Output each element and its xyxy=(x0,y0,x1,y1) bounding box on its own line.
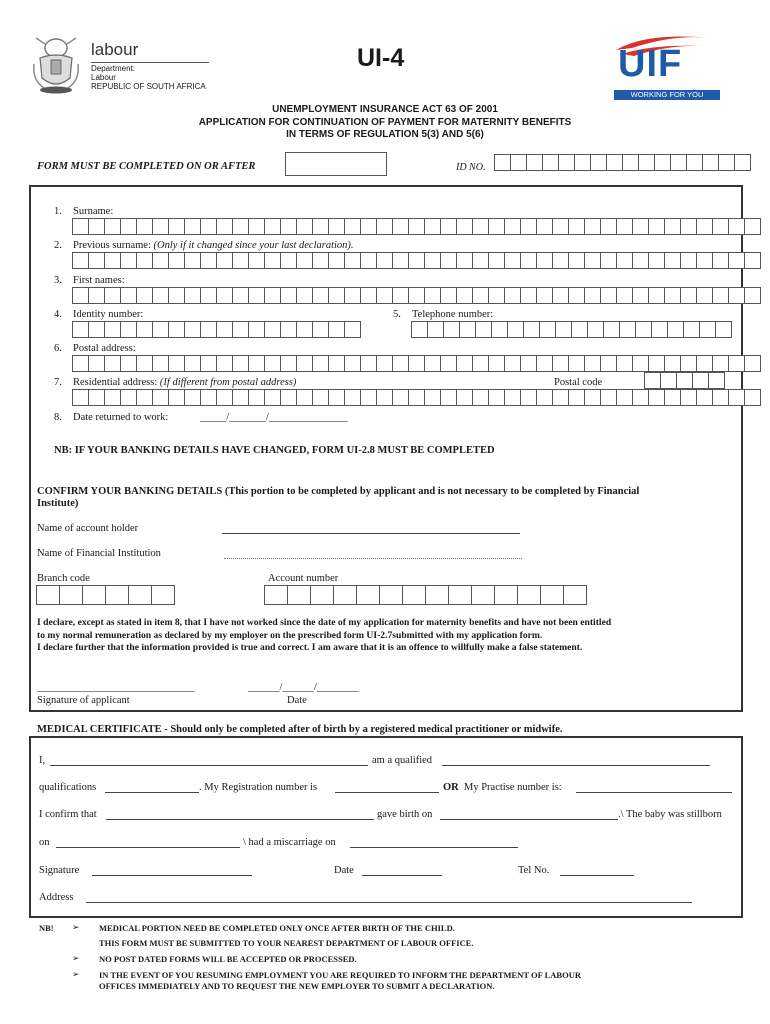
account-number-boxes[interactable] xyxy=(264,585,586,605)
note-4-line-2: OFFICES IMMEDIATELY AND TO REQUEST THE NEW EMPLOYER TO SUBMIT A DECLARATION. xyxy=(99,981,495,991)
previous-surname-boxes[interactable] xyxy=(72,252,760,269)
registration-number-line[interactable] xyxy=(335,792,439,793)
med-l3-confirm: I confirm that xyxy=(39,809,97,820)
declaration-line-1: I declare, except as stated in item 8, that I have not worked since the date of my application for maternity benefits and have not been entitled xyxy=(37,617,612,628)
note-2: THIS FORM MUST BE SUBMITTED TO YOUR NEAREST DEPARTMENT OF LABOUR OFFICE. xyxy=(99,938,474,948)
account-holder-label: Name of account holder xyxy=(37,523,139,534)
department-line-3: REPUBLIC OF SOUTH AFRICA xyxy=(91,82,206,91)
department-rule xyxy=(91,62,209,63)
note-1: MEDICAL PORTION NEED BE COMPLETED ONLY ONCE AFTER BIRTH OF THE CHILD. xyxy=(99,923,455,933)
postal-address-boxes[interactable] xyxy=(72,355,760,372)
branch-code-boxes[interactable] xyxy=(36,585,174,605)
first-names-label: First names: xyxy=(73,275,125,286)
field-7-number: 7. xyxy=(54,377,62,388)
telephone-number-boxes[interactable] xyxy=(411,321,731,338)
account-number-label: Account number xyxy=(268,573,339,584)
previous-surname-label xyxy=(73,240,354,251)
act-title: UNEMPLOYMENT INSURANCE ACT 63 OF 2001 xyxy=(272,104,498,115)
surname-label: Surname: xyxy=(73,206,114,217)
id-no-label: ID NO. xyxy=(456,162,486,173)
first-names-boxes[interactable] xyxy=(72,287,760,304)
form-title-line-1: APPLICATION FOR CONTINUATION OF PAYMENT FOR MATERNITY BENEFITS xyxy=(198,117,572,128)
nb-banking-notice: NB: IF YOUR BANKING DETAILS HAVE CHANGED, FORM UI-2.8 MUST BE COMPLETED xyxy=(54,445,495,456)
med-signature-label: Signature xyxy=(39,865,80,876)
field-5-number: 5. xyxy=(393,309,401,320)
completed-after-label: FORM MUST BE COMPLETED ON OR AFTER xyxy=(37,161,256,172)
residential-address-text: Residential address: xyxy=(73,377,160,388)
med-date-label: Date xyxy=(334,865,354,876)
mother-name-line[interactable] xyxy=(106,819,374,820)
med-address-line[interactable] xyxy=(86,902,692,903)
practise-number-line[interactable] xyxy=(576,792,732,793)
identity-number-boxes[interactable] xyxy=(72,321,360,338)
applicant-date-blank[interactable]: ______/______/________ xyxy=(248,682,359,693)
residential-address-note: (If different from postal address) xyxy=(159,377,297,388)
residential-address-boxes[interactable] xyxy=(72,389,760,406)
department-line-2: Labour xyxy=(91,73,116,82)
financial-institution-line[interactable] xyxy=(224,558,522,559)
med-address-label: Address xyxy=(39,892,74,903)
postal-address-label: Postal address: xyxy=(73,343,136,354)
coat-of-arms-logo xyxy=(30,34,82,96)
surname-boxes[interactable] xyxy=(72,218,760,235)
qualifications-line[interactable] xyxy=(105,792,199,793)
med-l3-stillborn: .\ The baby was stillborn xyxy=(618,809,722,820)
field-3-number: 3. xyxy=(54,275,62,286)
date-returned-blank[interactable]: _____/_______/_______________ xyxy=(200,412,348,423)
note-4-line-1: IN THE EVENT OF YOU RESUMING EMPLOYMENT YOU ARE REQUIRED TO INFORM THE DEPARTMENT OF LABOUR xyxy=(99,970,581,980)
med-l4-miscarriage: \ had a miscarriage on xyxy=(243,837,336,848)
med-l2-qualifications: qualifications xyxy=(39,782,97,793)
note-3-bullet: ➢ xyxy=(72,953,80,963)
telephone-number-label: Telephone number: xyxy=(412,309,494,320)
note-1-bullet: ➢ xyxy=(72,922,80,932)
declaration-line-3: I declare further that the information provided is true and correct. I am aware that it is an offence to willfully make a false statement. xyxy=(37,642,583,653)
field-1-number: 1. xyxy=(54,206,62,217)
banking-heading-line-2: Institute) xyxy=(37,498,79,509)
department-name: labour xyxy=(91,40,139,59)
field-2-number: 2. xyxy=(54,240,62,251)
postal-code-boxes[interactable] xyxy=(644,372,724,389)
medical-certificate-heading: MEDICAL CERTIFICATE - Should only be completed after of birth by a registered medical practitioner or midwife. xyxy=(37,724,563,735)
birth-date-line[interactable] xyxy=(440,819,618,820)
med-l2-or: OR xyxy=(443,782,459,793)
declaration-line-2: to my normal remuneration as declared by my employer on the prescribed form UI-2.7submitted with my application form. xyxy=(37,630,543,641)
branch-code-label: Branch code xyxy=(37,573,90,584)
stillborn-date-line[interactable] xyxy=(56,847,240,848)
identity-number-label: Identity number: xyxy=(73,309,144,320)
med-l2-registration: . My Registration number is xyxy=(199,782,318,793)
form-code: UI-4 xyxy=(357,44,405,72)
previous-surname-text: Previous surname: xyxy=(73,240,154,251)
id-no-boxes[interactable] xyxy=(494,154,750,171)
completed-after-box[interactable] xyxy=(285,152,387,176)
uif-tagline: WORKING FOR YOU xyxy=(630,90,704,99)
qualification-type-line[interactable] xyxy=(442,765,710,766)
notes-nb: NB! xyxy=(39,923,54,933)
uif-wordmark: UIF xyxy=(618,43,683,85)
note-4-bullet: ➢ xyxy=(72,969,80,979)
form-title-line-2: IN TERMS OF REGULATION 5(3) AND 5(6) xyxy=(286,129,484,140)
med-l1-qualified: am a qualified xyxy=(372,755,433,766)
miscarriage-date-line[interactable] xyxy=(350,847,518,848)
med-tel-label: Tel No. xyxy=(518,865,550,876)
signature-applicant-label: Signature of applicant xyxy=(37,695,130,706)
med-tel-line[interactable] xyxy=(560,875,634,876)
residential-address-label xyxy=(73,377,296,388)
previous-surname-note: (Only if it changed since your last declaration). xyxy=(153,240,354,251)
med-signature-line[interactable] xyxy=(92,875,252,876)
med-l4-on: on xyxy=(39,837,50,848)
applicant-date-label: Date xyxy=(287,695,307,706)
account-holder-line[interactable] xyxy=(222,533,520,534)
department-line-1: Department: xyxy=(91,64,136,73)
note-3: NO POST DATED FORMS WILL BE ACCEPTED OR PROCESSED. xyxy=(99,954,357,964)
banking-heading-line-1: CONFIRM YOUR BANKING DETAILS (This portion to be completed by applicant and is not necessary to be completed by Financial xyxy=(37,486,640,497)
med-l3-gave-birth: gave birth on xyxy=(377,809,433,820)
postal-code-label: Postal code xyxy=(554,377,603,388)
med-l2-practise: My Practise number is: xyxy=(464,782,562,793)
applicant-signature-blank[interactable]: ______________________________ xyxy=(37,682,195,693)
date-returned-label: Date returned to work: xyxy=(73,412,169,423)
med-date-line[interactable] xyxy=(362,875,442,876)
field-4-number: 4. xyxy=(54,309,62,320)
practitioner-name-line[interactable] xyxy=(50,765,368,766)
med-l1-i: I, xyxy=(39,755,46,766)
financial-institution-label: Name of Financial Institution xyxy=(37,548,161,559)
field-8-number: 8. xyxy=(54,412,62,423)
field-6-number: 6. xyxy=(54,343,62,354)
